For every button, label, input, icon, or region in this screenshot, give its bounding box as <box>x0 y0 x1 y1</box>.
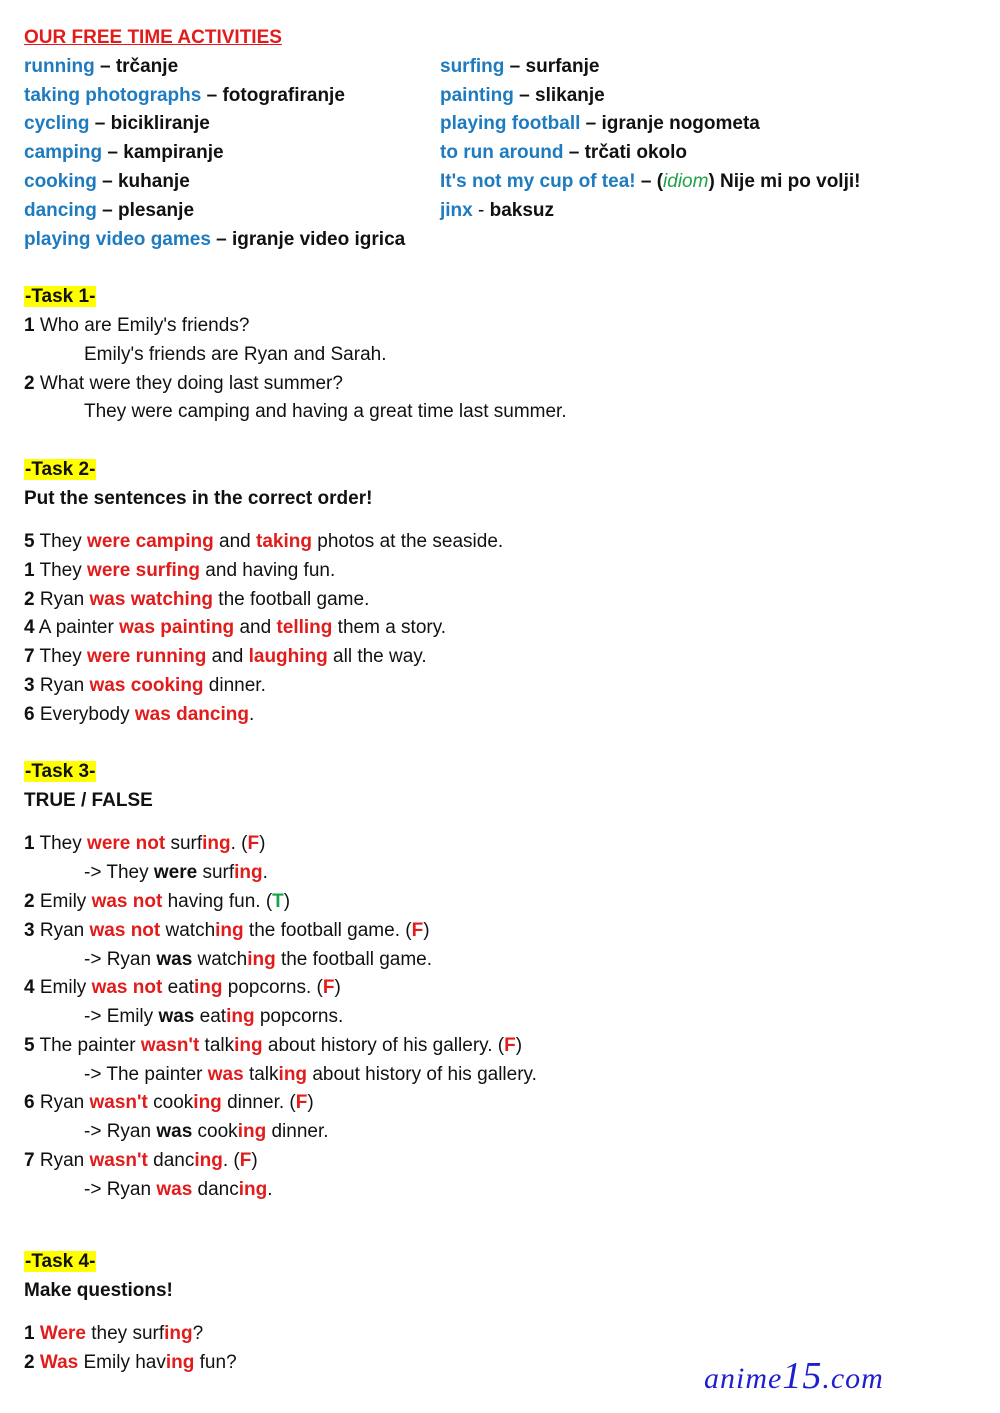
highlighted-text: was cooking <box>89 674 204 696</box>
vocab-separator: – <box>89 113 111 135</box>
highlighted-text: was not <box>89 919 161 941</box>
vocab-separator: – <box>96 199 118 221</box>
plain-text: cook <box>147 1092 194 1114</box>
task3-statement <box>24 1147 976 1176</box>
highlighted-text: T <box>272 890 284 912</box>
vocab-separator: – <box>513 84 536 106</box>
question-text: Who are Emily's friends? <box>34 314 250 336</box>
highlighted-text: was <box>156 1178 193 1200</box>
highlighted-text: was <box>156 1121 193 1143</box>
plain-text: Ryan <box>34 674 90 696</box>
highlighted-text: were surfing <box>87 559 201 581</box>
plain-text: Everybody <box>34 703 135 725</box>
task1-label: -Task 1- <box>25 286 96 308</box>
highlighted-text: F <box>239 1150 252 1172</box>
highlighted-text: F <box>411 919 424 941</box>
plain-text: . ( <box>230 833 248 855</box>
plain-text: about history of his gallery. ( <box>262 1034 505 1056</box>
task1-question-1 <box>24 312 976 341</box>
highlighted-text: ing <box>237 1121 267 1143</box>
vocab-item <box>24 53 405 82</box>
plain-text: ) <box>423 919 430 941</box>
task3-instruction: TRUE / FALSE <box>24 790 153 812</box>
task4-header <box>24 1248 976 1277</box>
watermark-logo <box>704 1354 884 1398</box>
vocab-english: dancing <box>24 199 97 221</box>
highlighted-text: taking <box>256 530 312 552</box>
vocab-item <box>24 139 405 168</box>
vocab-item <box>440 82 860 111</box>
plain-text: ) <box>251 1150 258 1172</box>
plain-text: A painter <box>34 617 120 639</box>
task1-answer-1: Emily's friends are Ryan and Sarah. <box>84 343 387 365</box>
vocab-english: running <box>24 55 95 77</box>
vocab-item <box>440 197 860 226</box>
watermark-text-pre: anime <box>704 1362 783 1395</box>
plain-text: Ryan <box>34 588 90 610</box>
plain-text: watch <box>160 919 216 941</box>
vocab-english: cooking <box>24 170 97 192</box>
highlighted-text: 7 <box>24 1150 35 1172</box>
highlighted-text: 4 <box>24 977 35 999</box>
highlighted-text: ing <box>215 919 244 941</box>
highlighted-text: F <box>247 833 260 855</box>
task1-header <box>24 283 976 312</box>
vocab-separator: – <box>210 228 233 250</box>
plain-text: cook <box>192 1121 238 1143</box>
vocab-separator: – <box>96 170 118 192</box>
plain-text: -> Ryan <box>84 1178 157 1200</box>
plain-text: and <box>206 646 249 668</box>
highlighted-text: wasn't <box>140 1034 200 1056</box>
plain-text: . <box>262 862 268 884</box>
highlighted-text: wasn't <box>89 1092 148 1114</box>
idiom-croatian: ) Nije mi po volji! <box>708 170 861 192</box>
vocab-croatian: fotografiranje <box>222 84 345 106</box>
plain-text: the football game. <box>213 588 370 610</box>
plain-text: dinner. <box>203 674 266 696</box>
task3-statement <box>24 1032 976 1061</box>
plain-text: fun? <box>194 1351 237 1373</box>
plain-text: -> Ryan <box>84 948 157 970</box>
vocab-separator: - <box>472 199 490 221</box>
vocabulary-list <box>24 53 976 255</box>
highlighted-text: 4 <box>24 617 35 639</box>
vocab-english: playing video games <box>24 228 211 250</box>
plain-text: The painter <box>34 1034 141 1056</box>
vocab-item <box>24 168 405 197</box>
highlighted-text: was <box>158 1006 195 1028</box>
task3-statement <box>24 888 976 917</box>
plain-text: and <box>213 530 257 552</box>
task3-correction <box>24 859 976 888</box>
task3-statement <box>24 830 976 859</box>
plain-text: talk <box>199 1034 235 1056</box>
task2-instruction: Put the sentences in the correct order! <box>24 487 373 509</box>
plain-text: having fun. ( <box>162 890 273 912</box>
highlighted-text: F <box>295 1092 308 1114</box>
highlighted-text: were camping <box>87 530 214 552</box>
vocab-item <box>24 197 405 226</box>
highlighted-text: 1 <box>24 1322 35 1344</box>
plain-text: Ryan <box>34 919 90 941</box>
plain-text: ) <box>515 1034 523 1056</box>
vocab-croatian: plesanje <box>117 199 195 221</box>
highlighted-text: was not <box>91 977 163 999</box>
highlighted-text: Was <box>39 1351 79 1373</box>
plain-text: popcorns. <box>254 1006 344 1028</box>
highlighted-text: F <box>322 977 335 999</box>
plain-text: surf <box>197 862 235 884</box>
highlighted-text: 5 <box>24 530 35 552</box>
vocab-english: playing football <box>440 113 581 135</box>
plain-text: talk <box>243 1063 279 1085</box>
vocab-english: jinx <box>440 199 473 221</box>
vocab-croatian: kuhanje <box>117 170 190 192</box>
highlighted-text: was watching <box>89 588 214 610</box>
highlighted-text: ing <box>226 1006 255 1028</box>
plain-text: danc <box>147 1150 195 1172</box>
highlighted-text: were <box>153 862 198 884</box>
plain-text: they surf <box>85 1322 165 1344</box>
plain-text: dinner. ( <box>221 1092 296 1114</box>
highlighted-text: ing <box>234 1034 263 1056</box>
vocab-english: painting <box>440 84 514 106</box>
plain-text: watch <box>192 948 248 970</box>
plain-text: surf <box>165 833 203 855</box>
highlighted-text: ing <box>164 1322 193 1344</box>
question-text: What were they doing last summer? <box>34 372 343 394</box>
question-number: 1 <box>24 314 35 336</box>
task2-sentence-list <box>24 528 976 730</box>
task2-sentence <box>24 614 976 643</box>
vocab-croatian: trčati okolo <box>584 142 688 164</box>
plain-text: danc <box>192 1178 239 1200</box>
idiom-tag: idiom <box>663 170 709 192</box>
vocab-separator: – <box>580 113 602 135</box>
plain-text: -> Emily <box>84 1006 159 1028</box>
task2-sentence <box>24 672 976 701</box>
plain-text: Emily <box>34 977 92 999</box>
highlighted-text: ing <box>234 862 263 884</box>
plain-text: ) <box>307 1092 314 1114</box>
plain-text: They <box>34 559 88 581</box>
plain-text: -> Ryan <box>84 1121 157 1143</box>
vocab-english: taking photographs <box>24 84 202 106</box>
task3-statement-list <box>24 830 976 1204</box>
worksheet-title-line <box>24 24 976 53</box>
highlighted-text: were not <box>87 833 166 855</box>
task1-answer-2: They were camping and having a great time last summer. <box>84 401 567 423</box>
task2-sentence <box>24 643 976 672</box>
task3-statement <box>24 974 976 1003</box>
vocab-english: surfing <box>440 55 505 77</box>
plain-text: -> They <box>84 862 154 884</box>
vocab-english: cycling <box>24 113 90 135</box>
plain-text: They <box>34 833 88 855</box>
task3-statement <box>24 917 976 946</box>
vocab-croatian: surfanje <box>525 55 600 77</box>
highlighted-text: 1 <box>24 559 35 581</box>
highlighted-text: 2 <box>24 588 35 610</box>
task1-question-2 <box>24 370 976 399</box>
worksheet-title: OUR FREE TIME ACTIVITIES <box>24 27 282 48</box>
highlighted-text: telling <box>276 617 333 639</box>
highlighted-text: F <box>504 1034 516 1056</box>
highlighted-text: 3 <box>24 919 35 941</box>
task3-header <box>24 758 976 787</box>
vocab-english: camping <box>24 142 103 164</box>
highlighted-text: ing <box>238 1178 268 1200</box>
plain-text: the football game. <box>275 948 433 970</box>
highlighted-text: 1 <box>24 833 35 855</box>
plain-text: popcorns. ( <box>222 977 323 999</box>
highlighted-text: ing <box>165 1351 195 1373</box>
vocab-item <box>24 110 405 139</box>
task3-correction <box>24 1176 976 1205</box>
vocab-separator: – <box>201 84 223 106</box>
task4-question <box>24 1320 976 1349</box>
vocab-item <box>440 53 860 82</box>
highlighted-text: 2 <box>24 1351 35 1373</box>
task3-label: -Task 3- <box>25 761 96 783</box>
vocab-item <box>440 110 860 139</box>
plain-text: all the way. <box>327 646 427 668</box>
highlighted-text: was painting <box>119 617 235 639</box>
task3-statement <box>24 1089 976 1118</box>
plain-text: Emily <box>34 890 92 912</box>
highlighted-text: 6 <box>24 703 35 725</box>
highlighted-text: laughing <box>248 646 328 668</box>
plain-text: ) <box>259 833 266 855</box>
plain-text: the football game. ( <box>243 919 412 941</box>
vocab-separator: – <box>94 55 116 77</box>
task3-correction <box>24 946 976 975</box>
plain-text: . <box>248 703 255 725</box>
highlighted-text: were running <box>87 646 207 668</box>
plain-text: . ( <box>222 1150 240 1172</box>
plain-text: eat <box>162 977 195 999</box>
plain-text: Ryan <box>34 1092 90 1114</box>
vocab-separator: – <box>102 142 124 164</box>
vocab-item <box>24 82 405 111</box>
watermark-text-post: .com <box>822 1362 884 1395</box>
plain-text: and having fun. <box>200 559 336 581</box>
task3-correction <box>24 1061 976 1090</box>
plain-text: ? <box>192 1322 204 1344</box>
vocab-croatian: baksuz <box>489 199 555 221</box>
task2-header <box>24 456 976 485</box>
worksheet <box>24 24 976 1377</box>
highlighted-text: was dancing <box>134 703 249 725</box>
task4-instruction: Make questions! <box>24 1279 173 1301</box>
plain-text: ) <box>283 890 291 912</box>
plain-text: photos at the seaside. <box>311 530 504 552</box>
highlighted-text: ing <box>194 1150 223 1172</box>
vocab-separator: – <box>504 55 526 77</box>
highlighted-text: ing <box>193 1092 222 1114</box>
plain-text: -> The painter <box>84 1063 208 1085</box>
task2-sentence <box>24 701 976 730</box>
highlighted-text: 3 <box>24 674 35 696</box>
plain-text: them a story. <box>332 617 447 639</box>
vocab-separator: – <box>563 142 585 164</box>
plain-text: They <box>34 530 88 552</box>
idiom-english: It's not my cup of tea! <box>440 170 636 192</box>
task2-label: -Task 2- <box>25 458 96 480</box>
highlighted-text: was not <box>91 890 163 912</box>
vocabulary-column-left <box>24 53 405 255</box>
task3-correction <box>24 1118 976 1147</box>
highlighted-text: Were <box>39 1322 86 1344</box>
task2-sentence <box>24 528 976 557</box>
vocabulary-column-right <box>440 53 860 226</box>
highlighted-text: ing <box>194 977 223 999</box>
idiom-open: – ( <box>635 170 664 192</box>
highlighted-text: was <box>156 948 193 970</box>
plain-text: Emily hav <box>78 1351 166 1373</box>
task2-sentence <box>24 557 976 586</box>
vocab-croatian: igranje nogometa <box>601 113 760 135</box>
highlighted-text: ing <box>202 833 231 855</box>
plain-text: Ryan <box>34 1150 90 1172</box>
plain-text: and <box>234 617 277 639</box>
idiom-item <box>440 168 860 197</box>
highlighted-text: was <box>207 1063 244 1085</box>
highlighted-text: 5 <box>24 1034 35 1056</box>
plain-text: about history of his gallery. <box>307 1063 537 1085</box>
highlighted-text: 2 <box>24 890 35 912</box>
vocab-english: to run around <box>440 142 564 164</box>
highlighted-text: 7 <box>24 646 35 668</box>
task3-correction <box>24 1003 976 1032</box>
plain-text: ) <box>334 977 341 999</box>
task4-label: -Task 4- <box>25 1250 96 1272</box>
watermark-text-number: 15 <box>782 1355 823 1397</box>
vocab-croatian: bicikliranje <box>110 113 210 135</box>
highlighted-text: wasn't <box>89 1150 148 1172</box>
question-number: 2 <box>24 372 35 394</box>
vocab-croatian: kampiranje <box>123 142 224 164</box>
vocab-croatian: slikanje <box>535 84 605 106</box>
task2-sentence <box>24 586 976 615</box>
plain-text: dinner. <box>266 1121 329 1143</box>
vocab-croatian: igranje video igrica <box>232 228 406 250</box>
vocab-item <box>440 139 860 168</box>
highlighted-text: ing <box>247 948 276 970</box>
highlighted-text: 6 <box>24 1092 35 1114</box>
vocab-item <box>24 226 405 255</box>
vocab-croatian: trčanje <box>115 55 179 77</box>
plain-text: They <box>34 646 88 668</box>
plain-text: eat <box>194 1006 227 1028</box>
highlighted-text: ing <box>278 1063 308 1085</box>
plain-text: . <box>267 1178 273 1200</box>
